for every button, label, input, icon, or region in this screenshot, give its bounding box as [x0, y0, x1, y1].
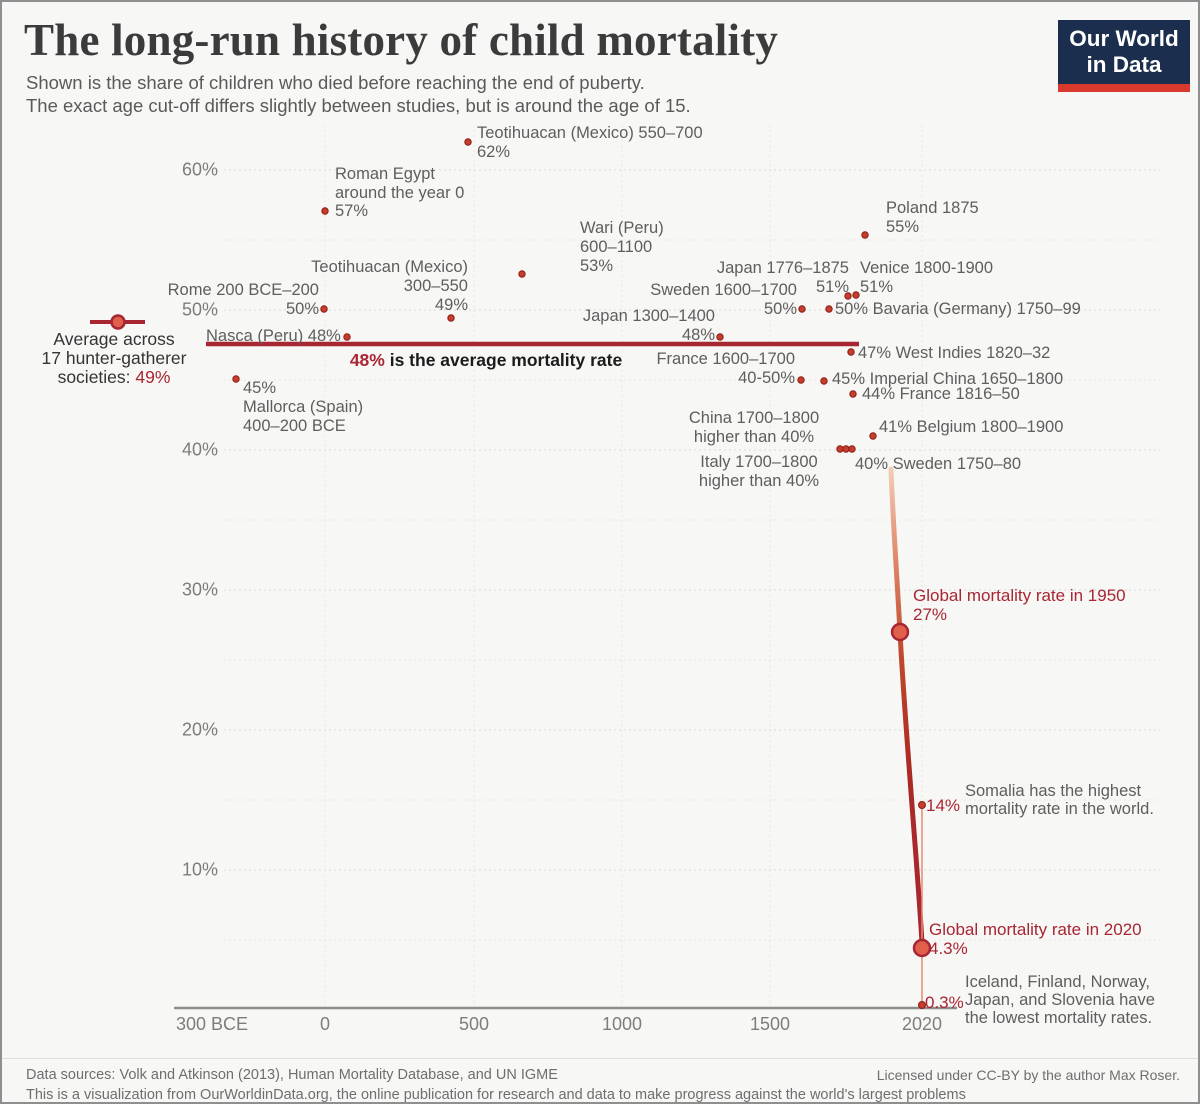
chart-area [2, 2, 1198, 1102]
teotihuacan-550-700-label: Teotihuacan (Mexico) 550–700 62% [477, 124, 703, 161]
x-axis-tick: 300 BCE [175, 1014, 249, 1034]
poland-label: Poland 1875 55% [886, 199, 979, 236]
data-point [821, 378, 827, 384]
global-decline-curve [891, 469, 922, 943]
bavaria-label: 50% Bavaria (Germany) 1750–99 [835, 300, 1081, 318]
y-axis-tick: 60% [181, 159, 218, 180]
y-axis-tick: 20% [181, 719, 218, 740]
somalia-value-label: 14% [926, 796, 961, 815]
nasca-label: Nasca (Peru) 48% [206, 327, 341, 345]
highlight-point [892, 624, 908, 640]
global-2020-label: Global mortality rate in 2020 4.3% [929, 920, 1142, 958]
data-point [799, 306, 805, 312]
subtitle-line-1: Shown is the share of children who died before reaching the end of puberty. [26, 72, 645, 93]
lowest-note-label: Iceland, Finland, Norway, Japan, and Slovenia have the lowest mortality rates. [965, 973, 1155, 1027]
japan-1300-1400-label: Japan 1300–1400 48% [582, 307, 715, 344]
x-axis-tick: 1500 [749, 1014, 791, 1034]
roman-egypt-label: Roman Egypt around the year 0 57% [335, 165, 465, 220]
data-point [862, 232, 868, 238]
mean-note-label: 48% is the average mortality rate [349, 350, 623, 370]
data-point [322, 208, 328, 214]
sweden-1750-80-label: 40% Sweden 1750–80 [855, 455, 1022, 473]
west-indies-label: 47% West Indies 1820–32 [858, 344, 1051, 362]
owid-tagline: This is a visualization from OurWorldinData.org, the online publication for research and data to make progress against the world's largest problems [26, 1087, 966, 1103]
data-point [344, 334, 350, 340]
data-point [448, 315, 454, 321]
subtitle-line-2: The exact age cut-off differs slightly between studies, but is around the age of 15. [26, 95, 691, 116]
data-sources-note: Data sources: Volk and Atkinson (2013), Human Mortality Database, and UN IGME [26, 1067, 558, 1083]
avg-hunter-gatherer-label: Average across 17 hunter-gatherer societies: 49% [41, 329, 187, 387]
highlight-point [914, 940, 930, 956]
data-point [465, 139, 471, 145]
venice-label: Venice 1800-1900 51% [860, 259, 994, 296]
data-point [919, 802, 926, 809]
sweden-1600-1700-label: Sweden 1600–1700 50% [650, 281, 797, 318]
rome-label: Rome 200 BCE–200 50% [167, 281, 319, 318]
y-axis-tick: 50% [181, 299, 218, 320]
data-point [233, 376, 239, 382]
x-axis-tick: 1000 [601, 1014, 643, 1034]
data-point [826, 306, 832, 312]
france-1816-50-label: 44% France 1816–50 [862, 385, 1020, 403]
data-point [843, 446, 849, 452]
france-1600-1700-label: France 1600–1700 40-50% [656, 350, 795, 387]
italy-1700-1800-label: Italy 1700–1800 higher than 40% [698, 453, 820, 490]
somalia-note-label: Somalia has the highest mortality rate in the world. [965, 782, 1154, 818]
japan-1776-1875-label: Japan 1776–1875 51% [716, 259, 849, 296]
y-axis-tick: 40% [181, 439, 218, 460]
belgium-label: 41% Belgium 1800–1900 [879, 418, 1064, 436]
chart-footer [2, 1058, 1200, 1104]
data-point [848, 349, 854, 355]
teotihuacan-300-550-label: Teotihuacan (Mexico) 300–550 49% [311, 258, 468, 314]
y-axis-tick: 10% [181, 859, 218, 880]
y-axis-tick: 30% [181, 579, 218, 600]
data-point [853, 292, 859, 298]
page-title: The long-run history of child mortality [24, 15, 779, 65]
imperial-china-label: 45% Imperial China 1650–1800 [832, 370, 1064, 388]
data-point [798, 377, 804, 383]
highlight-point [112, 316, 125, 329]
mallorca-label: 45% Mallorca (Spain) 400–200 BCE [243, 379, 364, 435]
owid-logo-text: Our World in Data [1069, 26, 1179, 77]
license-note: Licensed under CC-BY by the author Max Roser. [876, 1067, 1180, 1083]
wari-peru-label: Wari (Peru) 600–1100 53% [580, 219, 664, 275]
global-1950-label: Global mortality rate in 1950 27% [913, 586, 1126, 624]
x-axis-tick: 2020 [901, 1014, 943, 1034]
x-axis-tick: 500 [458, 1014, 490, 1034]
china-1700-1800-label: China 1700–1800 higher than 40% [688, 409, 820, 446]
lowest-value-label: 0.3% [925, 993, 964, 1012]
x-axis-tick: 0 [319, 1014, 331, 1034]
data-point [870, 433, 876, 439]
data-point [717, 334, 723, 340]
data-point [850, 391, 856, 397]
data-point [837, 446, 843, 452]
data-point [519, 271, 525, 277]
data-point [849, 446, 855, 452]
